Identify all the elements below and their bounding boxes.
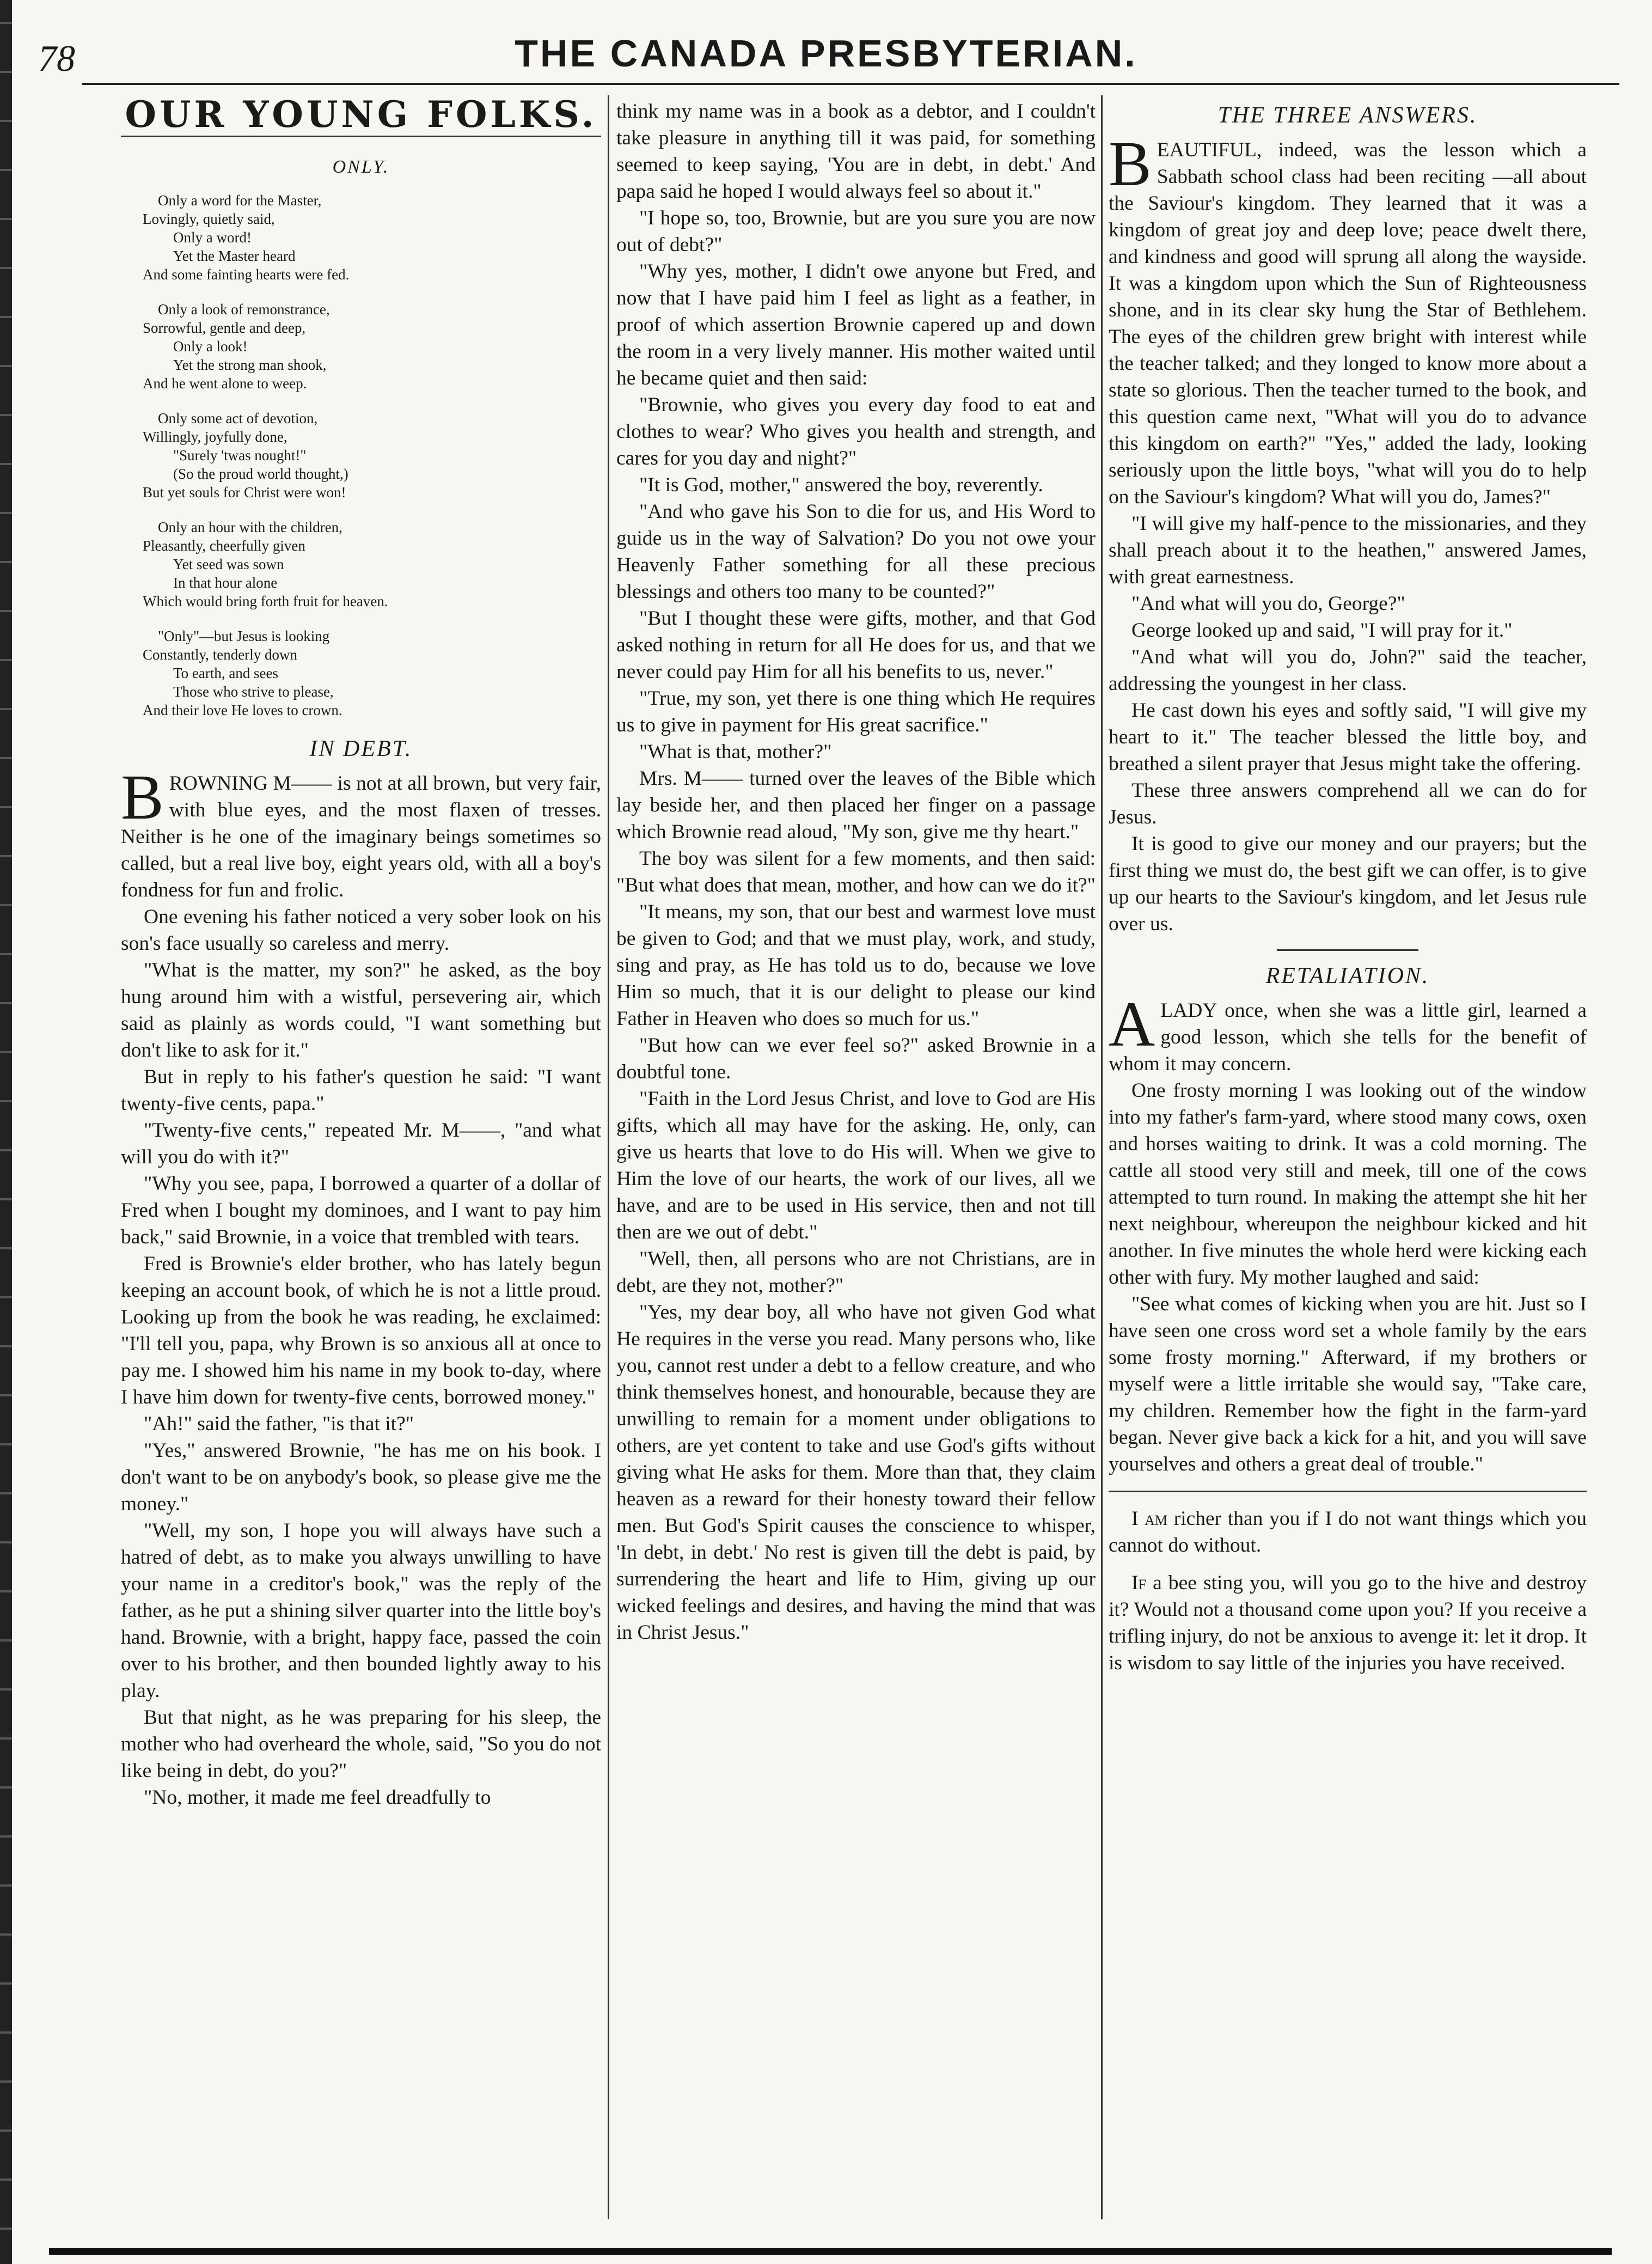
paragraph-text: EAUTIFUL, indeed, was the lesson which a Sabbath school class had been reciting —all about the Saviour's kingdom. They learned that it was a kingdom of great joy and deep love; peace dwelt there, and kindness and good will sprung all along the wayside. It was a kingdom upon which the Sun of Righteousness shone, and in its clear sky hung the Star of Bethlehem. The eyes of the children grew bright with interest while the teacher talked; and they longed to know more about a state so glorious. Then the teacher turned to the book, and this question came next, "What will you do to advance this kingdom on earth?" "Yes," added the lady, looking seriously upon the little boys, "what will you do to help on the Saviour's kingdom? What will you do, James?" xyxy=(1109,139,1587,508)
paragraph: think my name was in a book as a debtor, and I couldn't take pleasure in anything till it was paid, for something seemed to keep saying, 'You are in debt, in debt.' And papa said he hoped I would always feel so about it." xyxy=(616,100,1096,203)
paragraph: "Why you see, papa, I borrowed a quarter of a dollar of Fred when I bought my dominoes, and I want to pay him back," said Brownie, in a voice that trembled with tears. xyxy=(121,1173,601,1248)
maxim-lead: I am xyxy=(1131,1508,1168,1530)
paragraph: "But how can we ever feel so?" asked Brownie in a doubtful tone. xyxy=(616,1034,1096,1083)
poem-title: ONLY. xyxy=(332,157,390,177)
column-divider xyxy=(608,95,609,2219)
header-rule xyxy=(82,83,1619,85)
paragraph: But in reply to his father's question he said: "I want twenty-five cents, papa." xyxy=(121,1066,601,1115)
binding-edge xyxy=(0,0,12,2264)
section-banner: OUR YOUNG FOLKS. xyxy=(121,101,601,137)
paragraph: "Faith in the Lord Jesus Christ, and love to God are His gifts, which all may have for the asking. He, only, can give us hearts that love to do His will. When we give to Him the love of our hearts, the work of our lives, all we have, and are to be used in His service, then and not till then are we out of debt." xyxy=(616,1088,1096,1243)
maxim-text: a bee sting you, will you go to the hive and destroy it? Would not a thousand come upon you? If you receive a trifling injury, do not be anxious to avenge it: let it drop. It is wisdom to say little of the injuries you have received. xyxy=(1109,1572,1587,1674)
poem-line: Willingly, joyfully done, xyxy=(143,429,287,445)
maxim-lead: If xyxy=(1131,1572,1146,1594)
drop-cap: B xyxy=(1109,128,1152,199)
paragraph: "I hope so, too, Brownie, but are you sure you are now out of debt?" xyxy=(616,207,1096,256)
paragraph: "I will give my half-pence to the missionaries, and they shall preach about it to the heathen," answered James, with great earnestness. xyxy=(1109,512,1587,588)
maxim xyxy=(1109,1505,1587,1559)
poem-line: Yet seed was sown xyxy=(173,556,284,572)
paragraph: One frosty morning I was looking out of the window into my father's farm-yard, where stood many cows, oxen and horses waiting to drink. It was a cold morning. The cattle all stood very still and meek, till one of the cows attempted to turn round. In making the attempt she hit her next neighbour, whereupon the neighbour kicked and hit another. In five minutes the whole herd were kicking each other with fury. My mother laughed and said: xyxy=(1109,1079,1587,1289)
paragraph: These three answers comprehend all we can do for Jesus. xyxy=(1109,779,1587,828)
paragraph: Fred is Brownie's elder brother, who has lately begun keeping an account book, of which he is not a little proud. Looking up from the book he was reading, he exclaimed: "I'll tell you, papa, why Brown is so anxious all at once to pay me. I showed him his name in my book to-day, where I have him down for twenty-five cents, borrowed money." xyxy=(121,1253,601,1408)
paragraph: It is good to give our money and our prayers; but the first thing we must do, the best gift we can offer, is to give up our hearts to the Saviour's kingdom, and let Jesus rule over us. xyxy=(1109,833,1587,935)
retaliation-title: RETALIATION. xyxy=(1265,963,1430,988)
column-divider xyxy=(1101,95,1103,2219)
poem-stanza xyxy=(143,518,601,611)
column-middle xyxy=(616,98,1096,1646)
story-body xyxy=(121,761,601,1811)
poem-line: Only an hour with the children, xyxy=(158,519,342,535)
paragraph: "What is that, mother?" xyxy=(639,741,832,763)
paragraph: "But I thought these were gifts, mother, and that God asked nothing in return for all He does for us, and that we never could pay Him for all his benefits to us, never." xyxy=(616,607,1096,683)
paragraph: "It is God, mother," answered the boy, reverently. xyxy=(639,474,1043,496)
paragraph: "No, mother, it made me feel dreadfully to xyxy=(144,1786,491,1809)
paragraph: "What is the matter, my son?" he asked, as the boy hung around him with a wistful, persevering air, which said as plainly as words could, "I want something but don't like to ask for it." xyxy=(121,959,601,1061)
story-continued xyxy=(616,98,1096,1646)
poem-line: Constantly, tenderly down xyxy=(143,646,297,663)
poem-line: Those who strive to please, xyxy=(173,684,334,700)
poem-line: And some fainting hearts were fed. xyxy=(143,266,350,283)
story-title: IN DEBT. xyxy=(309,736,413,761)
poem-line: Only a word for the Master, xyxy=(158,192,322,209)
paragraph: But that night, as he was preparing for his sleep, the mother who had overheard the whole, said, "So you do not like being in debt, do you?" xyxy=(121,1706,601,1782)
paragraph: "Ah!" said the father, "is that it?" xyxy=(144,1413,414,1435)
paragraph: "True, my son, yet there is one thing which He requires us to give in payment for His great sacrifice." xyxy=(616,687,1096,736)
poem-line: Pleasantly, cheerfully given xyxy=(143,538,305,554)
poem xyxy=(121,191,601,719)
poem-line: But yet souls for Christ were won! xyxy=(143,484,346,501)
paragraph: George looked up and said, "I will pray for it." xyxy=(1131,619,1513,642)
poem-line: Only a word! xyxy=(173,229,252,246)
answers-title: THE THREE ANSWERS. xyxy=(1217,103,1478,128)
page-number: 78 xyxy=(38,38,75,79)
poem-line: Which would bring forth fruit for heaven. xyxy=(143,593,388,609)
poem-line: And he went alone to weep. xyxy=(143,375,307,392)
column-right xyxy=(1109,98,1587,1676)
paragraph-text: LADY once, when she was a little girl, learned a good lesson, which she tells for the benefit of whom it may concern. xyxy=(1109,999,1587,1075)
section-rule xyxy=(1109,1491,1587,1492)
drop-cap: B xyxy=(121,761,164,833)
paragraph: Mrs. M—— turned over the leaves of the Bible which lay beside her, and then placed her finger on a passage which Brownie read aloud, "My son, give me thy heart." xyxy=(616,767,1096,843)
column-left xyxy=(121,93,601,1811)
poem-stanza xyxy=(143,300,601,393)
maxim-text: richer than you if I do not want things which you cannot do without. xyxy=(1109,1508,1587,1557)
paragraph: He cast down his eyes and softly said, "I will give my heart to it." The teacher blessed the little boy, and breathed a silent prayer that Jesus might take the offering. xyxy=(1109,699,1587,775)
poem-line: Lovingly, quietly said, xyxy=(143,211,275,227)
poem-line: In that hour alone xyxy=(173,575,278,591)
paragraph: "Well, then, all persons who are not Christians, are in debt, are they not, mother?" xyxy=(616,1248,1096,1297)
paragraph: "Twenty-five cents," repeated Mr. M——, "and what will you do with it?" xyxy=(121,1119,601,1168)
poem-line: And their love He loves to crown. xyxy=(143,702,342,718)
masthead-title: THE CANADA PRESBYTERIAN. xyxy=(515,32,1137,75)
poem-line: Only some act of devotion, xyxy=(158,410,318,426)
poem-line: To earth, and sees xyxy=(173,665,279,681)
paragraph: The boy was silent for a few moments, and then said: "But what does that mean, mother, and how can we do it?" xyxy=(616,847,1096,896)
paragraph: "Why yes, mother, I didn't owe anyone but Fred, and now that I have paid him I feel as light as a feather, in proof of which assertion Brownie capered up and down the room in a very lively manner. His mother waited until he became quiet and then said: xyxy=(616,260,1096,389)
paragraph: "And what will you do, George?" xyxy=(1131,593,1405,615)
paragraph: "Brownie, who gives you every day food to eat and clothes to wear? Who gives you health and strength, and cares for you day and night?" xyxy=(616,394,1096,469)
retaliation-body xyxy=(1109,988,1587,1478)
paragraph: "And what will you do, John?" said the teacher, addressing the youngest in her class. xyxy=(1109,646,1587,695)
paragraph-text: ROWNING M—— is not at all brown, but very fair, with blue eyes, and the most flaxen of tresses. Neither is he one of the imaginary beings sometimes so called, but a real live boy, eight years old, with all a boy's fondness for fun and frolic. xyxy=(121,772,601,901)
poem-line: Yet the Master heard xyxy=(173,248,296,264)
poem-line: (So the proud world thought,) xyxy=(173,466,348,482)
maxim xyxy=(1109,1570,1587,1676)
paragraph: One evening his father noticed a very sober look on his son's face usually so careless and merry. xyxy=(121,906,601,955)
poem-line: "Surely 'twas nought!" xyxy=(173,447,307,463)
footer-rule xyxy=(49,2248,1612,2255)
poem-line: Only a look! xyxy=(173,338,248,355)
poem-line: Sorrowful, gentle and deep, xyxy=(143,320,306,336)
paragraph: "Well, my son, I hope you will always have such a hatred of debt, as to make you always unwilling to have your name in a creditor's book," was the reply of the father, as he put a shining silver quarter into the little boy's hand. Brownie, with a bright, happy face, passed the coin over to his brother, and then bounded lightly away to his play. xyxy=(121,1519,601,1702)
poem-line: Yet the strong man shook, xyxy=(173,357,327,373)
poem-stanza xyxy=(143,191,601,284)
poem-stanza xyxy=(143,409,601,502)
poem-line: "Only"—but Jesus is looking xyxy=(158,628,330,644)
drop-cap: A xyxy=(1109,988,1155,1060)
section-rule xyxy=(1277,949,1418,951)
paragraph: "It means, my son, that our best and warmest love must be given to God; and that we must play, work, and study, sing and pray, as He has told us to do, because we love Him so much, that it is our delight to please our kind Father in Heaven who does so much for us." xyxy=(616,901,1096,1030)
answers-body xyxy=(1109,128,1587,937)
poem-stanza xyxy=(143,627,601,719)
paragraph: "And who gave his Son to die for us, and His Word to guide us in the way of Salvation? Do you not owe your Heavenly Father something for all these precious blessings and others too many to be counted?" xyxy=(616,501,1096,603)
paragraph: "See what comes of kicking when you are hit. Just so I have seen one cross word set a whole family by the ears some frosty morning." Afterward, if my brothers or myself were a little irritable she would say, "Take care, my children. Remember how the fight in the farm-yard began. Never give back a kick for a hit, and you will save yourselves and others a great deal of trouble." xyxy=(1109,1293,1587,1475)
paragraph: "Yes, my dear boy, all who have not given God what He requires in the verse you read. Many persons who, like you, cannot rest under a debt to a fellow creature, and who think themselves honest, and honourable, because they are unwilling to remain for a moment under obligations to others, are yet content to take and use God's gifts without giving what He asks for them. More than that, they claim heaven as a reward for their honesty toward their fellow men. But God's Spirit causes the conscience to whisper, 'In debt, in debt.' No rest is given till the debt is paid, by surrendering the heart and life to Him, giving up our wicked feelings and desires, and having the mind that was in Christ Jesus." xyxy=(616,1301,1096,1644)
paragraph: "Yes," answered Brownie, "he has me on his book. I don't want to be on anybody's book, so please give me the money." xyxy=(121,1439,601,1515)
poem-line: Only a look of remonstrance, xyxy=(158,301,330,318)
